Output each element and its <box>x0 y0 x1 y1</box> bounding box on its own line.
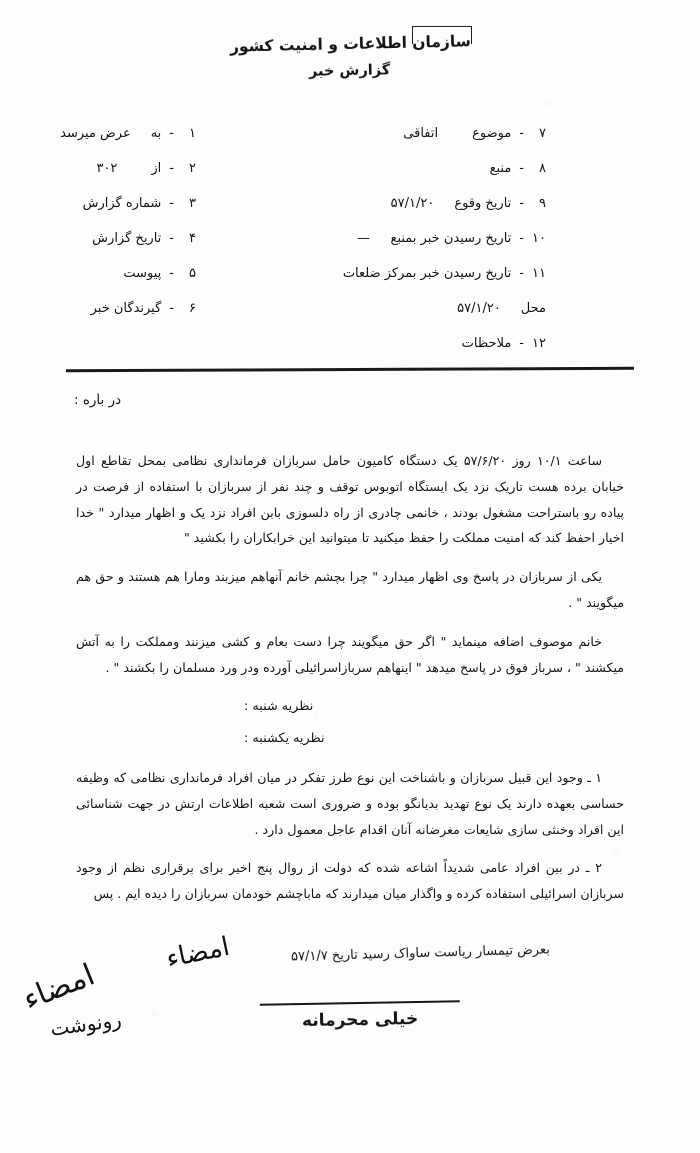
field-label: از <box>151 161 162 176</box>
form-fields-left-column <box>246 126 546 371</box>
form-field <box>0 266 196 281</box>
field-dash: - <box>519 231 524 246</box>
field-value: ۳۰۲ <box>96 161 118 176</box>
subject-label: در باره : <box>74 392 122 408</box>
field-number: ۱۱ <box>532 266 546 281</box>
body-paragraph: ۱ ـ وجود این قبیل سربازان و باشناخت این نوع طرز تفکر در میان افراد فرمانداری نظامی که وظیفه حساسی بعهده دارند یک نوع تهدید بدیانگو بوده و ضروری است شعبه اطلاعات ارتش در جهت شناسائی این افراد وخنثی سازی شایعات مغرضانه آنان اقدام عاجل معمول دارد . <box>76 769 624 837</box>
form-field <box>0 196 196 211</box>
form-field <box>0 301 196 316</box>
field-dash: - <box>169 266 174 281</box>
field-value: ۵۷/۱/۲۰ <box>390 196 435 211</box>
field-number: ۱۰ <box>532 231 546 246</box>
form-field <box>246 336 546 351</box>
signature-zone <box>0 931 700 1100</box>
body-paragraph: ساعت ۱۰/۱ روز ۵۷/۶/۲۰ یک دستگاه کامیون حامل سربازان فرمانداری نظامی بمحل تقاطع اول خیابان برده هست تاریک نزد یک ایستگاه اتوبوس توقف و چند نفر از سربازان با استفاده از فرصت در پیاده رو باستراحت مشغول بودند ، خانمی چادری از راه دلسوزی بابن افراد نزد یک و اظهار میدارد " خدا اخیار احفظ کند که امنیت مملکت را حفظ میکنید تا میتوانید این خرابکاران را بکشید " <box>76 453 624 546</box>
field-number: ۴ <box>189 231 196 246</box>
field-label: محل <box>520 301 546 316</box>
field-dash: - <box>169 161 174 176</box>
field-dash: - <box>519 161 524 176</box>
field-label: پیوست <box>123 266 162 281</box>
form-field <box>246 161 546 176</box>
form-field <box>0 161 196 176</box>
body-paragraph: خانم موصوف اضافه مینماید " اگر حق میگویند چرا دست بعام و کشی میزنند ومملکت را به آتش میکشند " ، سرباز فوق در پاسخ میدهد " اینهاهم سربازاسرائیلی آورده ودر ورد مسلمان را بکشند " . <box>76 633 624 675</box>
field-dash: - <box>169 301 174 316</box>
form-field <box>246 126 546 141</box>
form-fields <box>34 126 666 351</box>
signature-mark-primary: امضاء <box>163 931 233 975</box>
station-opinion-heading: نظریه یکشنبه : <box>244 730 325 746</box>
confidential-stamp: خیلی محرمانه <box>260 1000 460 1031</box>
field-label: موضوع <box>472 126 512 141</box>
field-label: تاریخ رسیدن خبر بمرکز ضلعات <box>342 266 512 281</box>
field-dash: - <box>519 336 524 351</box>
field-number: ۶ <box>189 301 196 316</box>
field-number: ۱۲ <box>532 336 546 351</box>
form-field <box>246 196 546 211</box>
form-field-location <box>246 301 546 316</box>
field-value: — <box>357 231 371 246</box>
field-dash: - <box>169 196 174 211</box>
field-dash: - <box>519 126 524 141</box>
field-dash: - <box>519 196 524 211</box>
horizontal-divider <box>66 367 634 372</box>
document-body <box>76 448 624 920</box>
field-label: شماره گزارش <box>82 196 162 211</box>
source-opinion-heading: نظریه شنبه : <box>244 698 314 714</box>
field-value: ۵۷/۱/۲۰ <box>457 301 501 316</box>
form-field <box>0 126 196 141</box>
field-number: ۹ <box>539 196 546 211</box>
field-number: ۲ <box>189 161 196 176</box>
form-field <box>246 231 546 246</box>
field-label: گیرندگان خبر <box>90 301 162 316</box>
signature-mark-small: رونوشت <box>49 1007 124 1041</box>
handwritten-routing-note: بعرض تیمسار ریاست ساواک رسید تاریخ ۵۷/۱/۷ <box>290 942 551 965</box>
form-fields-right-column <box>0 126 196 336</box>
field-label: به <box>150 126 162 141</box>
field-label: منبع <box>489 161 512 176</box>
field-number: ۳ <box>189 196 196 211</box>
field-dash: - <box>169 231 174 246</box>
field-number: ۱ <box>189 126 196 141</box>
field-number: ۸ <box>539 161 546 176</box>
field-value: اتفاقی <box>403 126 439 141</box>
form-field <box>246 266 546 281</box>
field-dash: - <box>169 126 174 141</box>
field-label: ملاحظات <box>461 336 512 351</box>
field-number: ۷ <box>539 126 546 141</box>
field-number: ۵ <box>189 266 196 281</box>
letterhead <box>0 34 700 79</box>
field-label: تاریخ گزارش <box>92 231 162 246</box>
body-paragraph: ۲ ـ در بین افراد عامی شدیداً اشاعه شده که دولت از روال پنج اخیر برای برقراری نظم از وجود سربازان اسرائیلی استفاده کرده و واگذار میان میدارند که ماباچشم خودمان سربازان را دیده ایم . پس <box>76 860 624 902</box>
field-label: تاریخ وقوع <box>454 196 512 211</box>
form-field <box>0 231 196 246</box>
organization-name: سازمان اطلاعات و امنیت کشور <box>229 32 471 56</box>
document-kind: گزارش خبر <box>309 62 391 80</box>
signature-mark-secondary: امضاء <box>18 957 100 1018</box>
field-value: عرض میرسد <box>60 126 131 141</box>
field-dash: - <box>519 266 524 281</box>
field-label: تاریخ رسیدن خبر بمنبع <box>390 231 512 246</box>
body-paragraph: یکی از سربازان در پاسخ وی اظهار میدارد " چرا بچشم خانم آنهاهم میزبند ومارا هم هستند و حق هم میگویند " . <box>76 569 624 611</box>
